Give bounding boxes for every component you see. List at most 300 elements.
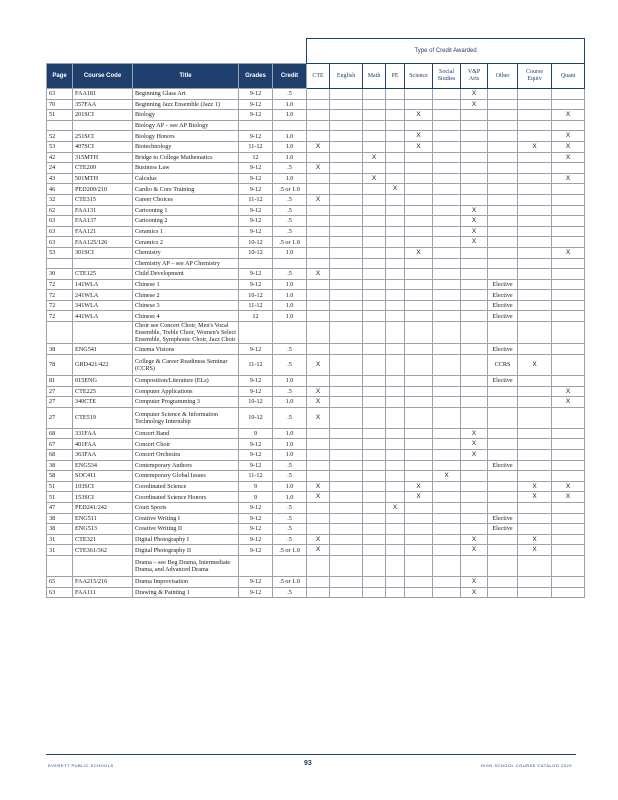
table-row	[47, 216, 585, 227]
cell-course-code: 015ENG	[73, 376, 133, 387]
cell-cte: X	[307, 492, 330, 503]
cell-cte	[307, 89, 330, 100]
cell-title: Digital Photography II	[133, 545, 239, 556]
cell-vp-arts	[461, 513, 488, 524]
cell-science: X	[405, 110, 433, 121]
cell-english	[330, 194, 363, 205]
cell-course-code: CTE209	[73, 163, 133, 174]
cell-quant	[552, 205, 585, 216]
cell-math: X	[363, 173, 386, 184]
table-row	[47, 555, 585, 576]
cell-grades: 9-12	[239, 587, 273, 598]
cell-english	[330, 534, 363, 545]
cell-credit: 1.0	[273, 152, 307, 163]
cell-course-equiv	[518, 344, 552, 355]
cell-pe	[386, 545, 405, 556]
table-row	[47, 355, 585, 376]
table-row	[47, 576, 585, 587]
cell-pe	[386, 322, 405, 344]
cell-cte	[307, 247, 330, 258]
cell-math	[363, 237, 386, 248]
cell-page: 30	[47, 269, 73, 280]
column-header: Page	[47, 64, 73, 89]
cell-course-equiv	[518, 322, 552, 344]
cell-quant	[552, 120, 585, 131]
cell-social-studies	[433, 545, 461, 556]
cell-math: X	[363, 152, 386, 163]
cell-grades: 9-12	[239, 216, 273, 227]
cell-course-code: 407SCI	[73, 141, 133, 152]
cell-science	[405, 534, 433, 545]
table-row	[47, 428, 585, 439]
cell-grades: 9-12	[239, 279, 273, 290]
cell-course-code: ENG534	[73, 460, 133, 471]
cell-social-studies	[433, 355, 461, 376]
cell-grades: 9-12	[239, 513, 273, 524]
cell-cte	[307, 131, 330, 142]
cell-english	[330, 439, 363, 450]
footer-district: EVERETT PUBLIC SCHOOLS	[48, 763, 114, 768]
cell-page: 63	[47, 216, 73, 227]
cell-english	[330, 300, 363, 311]
cell-quant	[552, 290, 585, 301]
cell-grades: 9-12	[239, 99, 273, 110]
cell-grades	[239, 322, 273, 344]
cell-social-studies	[433, 322, 461, 344]
column-header: Credit	[273, 64, 307, 89]
cell-page: 38	[47, 344, 73, 355]
cell-math	[363, 163, 386, 174]
cell-social-studies	[433, 386, 461, 397]
cell-other: CCRS	[488, 355, 518, 376]
cell-course-equiv	[518, 300, 552, 311]
cell-science	[405, 322, 433, 344]
cell-title: Contemporary Authors	[133, 460, 239, 471]
cell-other	[488, 587, 518, 598]
cell-grades: 11-12	[239, 194, 273, 205]
cell-credit: 1.0	[273, 131, 307, 142]
cell-cte: X	[307, 141, 330, 152]
cell-other: Elective	[488, 311, 518, 322]
cell-grades	[239, 258, 273, 269]
cell-grades: 10-12	[239, 247, 273, 258]
cell-science: X	[405, 481, 433, 492]
cell-vp-arts	[461, 502, 488, 513]
cell-cte	[307, 311, 330, 322]
cell-page: 38	[47, 524, 73, 535]
cell-math	[363, 513, 386, 524]
cell-quant	[552, 587, 585, 598]
cell-other: Elective	[488, 279, 518, 290]
cell-science	[405, 555, 433, 576]
cell-science	[405, 89, 433, 100]
cell-quant	[552, 99, 585, 110]
cell-social-studies	[433, 194, 461, 205]
cell-social-studies	[433, 344, 461, 355]
cell-course-equiv	[518, 99, 552, 110]
cell-page	[47, 258, 73, 269]
cell-english	[330, 397, 363, 408]
cell-english	[330, 502, 363, 513]
cell-english	[330, 344, 363, 355]
cell-science	[405, 152, 433, 163]
cell-science	[405, 99, 433, 110]
cell-pe	[386, 492, 405, 503]
cell-course-equiv	[518, 450, 552, 461]
cell-title: Chinese 1	[133, 279, 239, 290]
cell-vp-arts	[461, 524, 488, 535]
cell-social-studies	[433, 205, 461, 216]
cell-quant	[552, 471, 585, 482]
cell-english	[330, 524, 363, 535]
cell-vp-arts	[461, 407, 488, 428]
cell-grades: 9-12	[239, 110, 273, 121]
cell-credit: .5	[273, 205, 307, 216]
cell-social-studies: X	[433, 471, 461, 482]
cell-page: 27	[47, 397, 73, 408]
credit-type-banner: Type of Credit Awarded	[307, 39, 585, 64]
cell-grades: 10-12	[239, 290, 273, 301]
cell-grades	[239, 120, 273, 131]
cell-cte	[307, 428, 330, 439]
cell-english	[330, 290, 363, 301]
cell-math	[363, 344, 386, 355]
cell-cte	[307, 226, 330, 237]
cell-pe	[386, 163, 405, 174]
cell-course-equiv	[518, 279, 552, 290]
cell-pe	[386, 460, 405, 471]
cell-math	[363, 460, 386, 471]
cell-pe	[386, 247, 405, 258]
cell-course-equiv	[518, 376, 552, 387]
cell-social-studies	[433, 258, 461, 269]
cell-cte: X	[307, 194, 330, 205]
cell-science	[405, 205, 433, 216]
cell-course-equiv	[518, 89, 552, 100]
table-row	[47, 99, 585, 110]
cell-other	[488, 492, 518, 503]
cell-pe	[386, 110, 405, 121]
cell-english	[330, 460, 363, 471]
cell-cte: X	[307, 269, 330, 280]
cell-vp-arts	[461, 355, 488, 376]
cell-pe	[386, 290, 405, 301]
cell-social-studies	[433, 152, 461, 163]
table-row	[47, 247, 585, 258]
cell-grades: 11-12	[239, 355, 273, 376]
cell-vp-arts: X	[461, 99, 488, 110]
cell-page: 38	[47, 513, 73, 524]
cell-page: 51	[47, 492, 73, 503]
cell-credit: 1.0	[273, 141, 307, 152]
cell-page: 63	[47, 89, 73, 100]
cell-title: Creative Writing I	[133, 513, 239, 524]
cell-other: Elective	[488, 300, 518, 311]
table-row	[47, 460, 585, 471]
cell-course-equiv: X	[518, 481, 552, 492]
cell-social-studies	[433, 237, 461, 248]
cell-grades: 10-12	[239, 237, 273, 248]
cell-other	[488, 184, 518, 195]
table-row	[47, 279, 585, 290]
cell-course-equiv	[518, 397, 552, 408]
table-row	[47, 397, 585, 408]
cell-other	[488, 439, 518, 450]
cell-other	[488, 576, 518, 587]
cell-title: Career Choices	[133, 194, 239, 205]
cell-pe	[386, 428, 405, 439]
cell-page: 72	[47, 290, 73, 301]
cell-title: Choir see Concert Choir, Men's Vocal Ensemble, Treble Choir, Women's Select Ensemble, Symphonic Choir, Jazz Choir	[133, 322, 239, 344]
cell-quant: X	[552, 152, 585, 163]
table-row	[47, 450, 585, 461]
cell-pe	[386, 386, 405, 397]
cell-credit: .5	[273, 386, 307, 397]
cell-social-studies	[433, 300, 461, 311]
course-catalog-sheet	[46, 38, 584, 598]
table-row	[47, 524, 585, 535]
column-header: CTE	[307, 64, 330, 89]
cell-science	[405, 290, 433, 301]
cell-quant	[552, 216, 585, 227]
cell-vp-arts	[461, 471, 488, 482]
cell-social-studies	[433, 481, 461, 492]
cell-course-code	[73, 258, 133, 269]
cell-course-code: 103SCI	[73, 481, 133, 492]
cell-grades: 9-12	[239, 502, 273, 513]
cell-english	[330, 131, 363, 142]
cell-course-equiv	[518, 524, 552, 535]
cell-cte	[307, 471, 330, 482]
cell-grades: 9-12	[239, 344, 273, 355]
cell-other	[488, 173, 518, 184]
cell-credit: .5	[273, 344, 307, 355]
cell-page: 31	[47, 534, 73, 545]
cell-vp-arts: X	[461, 439, 488, 450]
cell-social-studies	[433, 428, 461, 439]
cell-course-code: 501MTH	[73, 173, 133, 184]
table-row	[47, 194, 585, 205]
cell-course-equiv	[518, 120, 552, 131]
column-header: Social Studies	[433, 64, 461, 89]
cell-math	[363, 279, 386, 290]
cell-course-code: 153SCI	[73, 492, 133, 503]
cell-other: Elective	[488, 513, 518, 524]
cell-other	[488, 407, 518, 428]
cell-quant: X	[552, 247, 585, 258]
cell-math	[363, 386, 386, 397]
cell-quant	[552, 502, 585, 513]
cell-vp-arts	[461, 555, 488, 576]
cell-cte	[307, 300, 330, 311]
cell-quant: X	[552, 386, 585, 397]
cell-pe	[386, 407, 405, 428]
cell-other: Elective	[488, 460, 518, 471]
cell-title: Ceramics 1	[133, 226, 239, 237]
cell-vp-arts: X	[461, 226, 488, 237]
cell-english	[330, 89, 363, 100]
cell-credit: 1.0	[273, 290, 307, 301]
cell-vp-arts: X	[461, 534, 488, 545]
cell-vp-arts: X	[461, 216, 488, 227]
table-row	[47, 110, 585, 121]
cell-other: Elective	[488, 290, 518, 301]
cell-course-equiv	[518, 237, 552, 248]
cell-credit: .5 or 1.0	[273, 237, 307, 248]
cell-credit: 1.0	[273, 376, 307, 387]
cell-credit	[273, 258, 307, 269]
cell-quant	[552, 376, 585, 387]
cell-page: 63	[47, 587, 73, 598]
cell-math	[363, 545, 386, 556]
cell-english	[330, 279, 363, 290]
cell-page: 42	[47, 152, 73, 163]
column-header: Science	[405, 64, 433, 89]
cell-page: 32	[47, 194, 73, 205]
cell-title: Cinema Visions	[133, 344, 239, 355]
cell-social-studies	[433, 131, 461, 142]
cell-other	[488, 502, 518, 513]
cell-cte	[307, 216, 330, 227]
cell-vp-arts	[461, 492, 488, 503]
cell-other	[488, 110, 518, 121]
cell-title: Chemistry AP – see AP Chemistry	[133, 258, 239, 269]
cell-pe	[386, 576, 405, 587]
table-row	[47, 269, 585, 280]
cell-title: Beginning Glass Art	[133, 89, 239, 100]
cell-quant	[552, 460, 585, 471]
cell-page: 68	[47, 450, 73, 461]
cell-other	[488, 471, 518, 482]
cell-course-code: 357FAA	[73, 99, 133, 110]
cell-course-equiv	[518, 460, 552, 471]
cell-math	[363, 450, 386, 461]
cell-english	[330, 311, 363, 322]
cell-english	[330, 555, 363, 576]
cell-vp-arts	[461, 322, 488, 344]
cell-page: 38	[47, 460, 73, 471]
cell-credit: .5	[273, 216, 307, 227]
table-row	[47, 376, 585, 387]
cell-grades: 9-12	[239, 386, 273, 397]
cell-pe	[386, 237, 405, 248]
cell-grades: 9-12	[239, 173, 273, 184]
cell-vp-arts: X	[461, 450, 488, 461]
cell-vp-arts	[461, 163, 488, 174]
cell-credit: .5	[273, 355, 307, 376]
cell-grades: 9	[239, 481, 273, 492]
cell-cte	[307, 524, 330, 535]
cell-course-equiv	[518, 502, 552, 513]
cell-course-equiv: X	[518, 355, 552, 376]
cell-math	[363, 397, 386, 408]
cell-other	[488, 247, 518, 258]
cell-course-code: FAA121	[73, 226, 133, 237]
cell-other	[488, 216, 518, 227]
cell-math	[363, 258, 386, 269]
cell-grades: 9-12	[239, 460, 273, 471]
cell-science	[405, 397, 433, 408]
cell-other: Elective	[488, 344, 518, 355]
cell-english	[330, 355, 363, 376]
cell-science	[405, 279, 433, 290]
cell-course-code: GRD421/422	[73, 355, 133, 376]
cell-english	[330, 576, 363, 587]
cell-cte	[307, 513, 330, 524]
cell-science	[405, 407, 433, 428]
cell-vp-arts: X	[461, 545, 488, 556]
cell-course-code: 251SCI	[73, 131, 133, 142]
cell-cte	[307, 322, 330, 344]
cell-science	[405, 439, 433, 450]
cell-other	[488, 141, 518, 152]
cell-quant	[552, 555, 585, 576]
cell-cte	[307, 587, 330, 598]
cell-quant	[552, 513, 585, 524]
cell-english	[330, 226, 363, 237]
cell-math	[363, 247, 386, 258]
cell-page	[47, 120, 73, 131]
cell-cte	[307, 110, 330, 121]
cell-quant	[552, 524, 585, 535]
cell-cte	[307, 576, 330, 587]
cell-quant: X	[552, 131, 585, 142]
cell-other	[488, 194, 518, 205]
cell-math	[363, 226, 386, 237]
cell-science: X	[405, 141, 433, 152]
cell-course-equiv	[518, 471, 552, 482]
cell-course-code: 315MTH	[73, 152, 133, 163]
cell-course-code: CTE225	[73, 386, 133, 397]
cell-credit	[273, 120, 307, 131]
table-row	[47, 534, 585, 545]
cell-page: 63	[47, 226, 73, 237]
cell-vp-arts	[461, 258, 488, 269]
cell-science	[405, 576, 433, 587]
cell-vp-arts	[461, 152, 488, 163]
cell-english	[330, 492, 363, 503]
cell-cte: X	[307, 355, 330, 376]
cell-math	[363, 502, 386, 513]
cell-other	[488, 481, 518, 492]
table-row	[47, 131, 585, 142]
cell-page: 72	[47, 311, 73, 322]
cell-quant	[552, 576, 585, 587]
cell-course-code: 241WLA	[73, 290, 133, 301]
cell-science	[405, 194, 433, 205]
cell-science: X	[405, 492, 433, 503]
cell-title: Concert Band	[133, 428, 239, 439]
cell-course-code: ENG541	[73, 344, 133, 355]
cell-other	[488, 237, 518, 248]
cell-vp-arts: X	[461, 587, 488, 598]
table-row	[47, 120, 585, 131]
cell-science	[405, 163, 433, 174]
cell-cte	[307, 502, 330, 513]
cell-title: Biotechnology	[133, 141, 239, 152]
cell-quant	[552, 237, 585, 248]
cell-english	[330, 386, 363, 397]
cell-vp-arts	[461, 344, 488, 355]
cell-science	[405, 300, 433, 311]
cell-other	[488, 120, 518, 131]
cell-quant	[552, 439, 585, 450]
cell-course-equiv	[518, 247, 552, 258]
cell-title: Computer Programming 3	[133, 397, 239, 408]
cell-science	[405, 545, 433, 556]
cell-pe	[386, 269, 405, 280]
cell-social-studies	[433, 492, 461, 503]
